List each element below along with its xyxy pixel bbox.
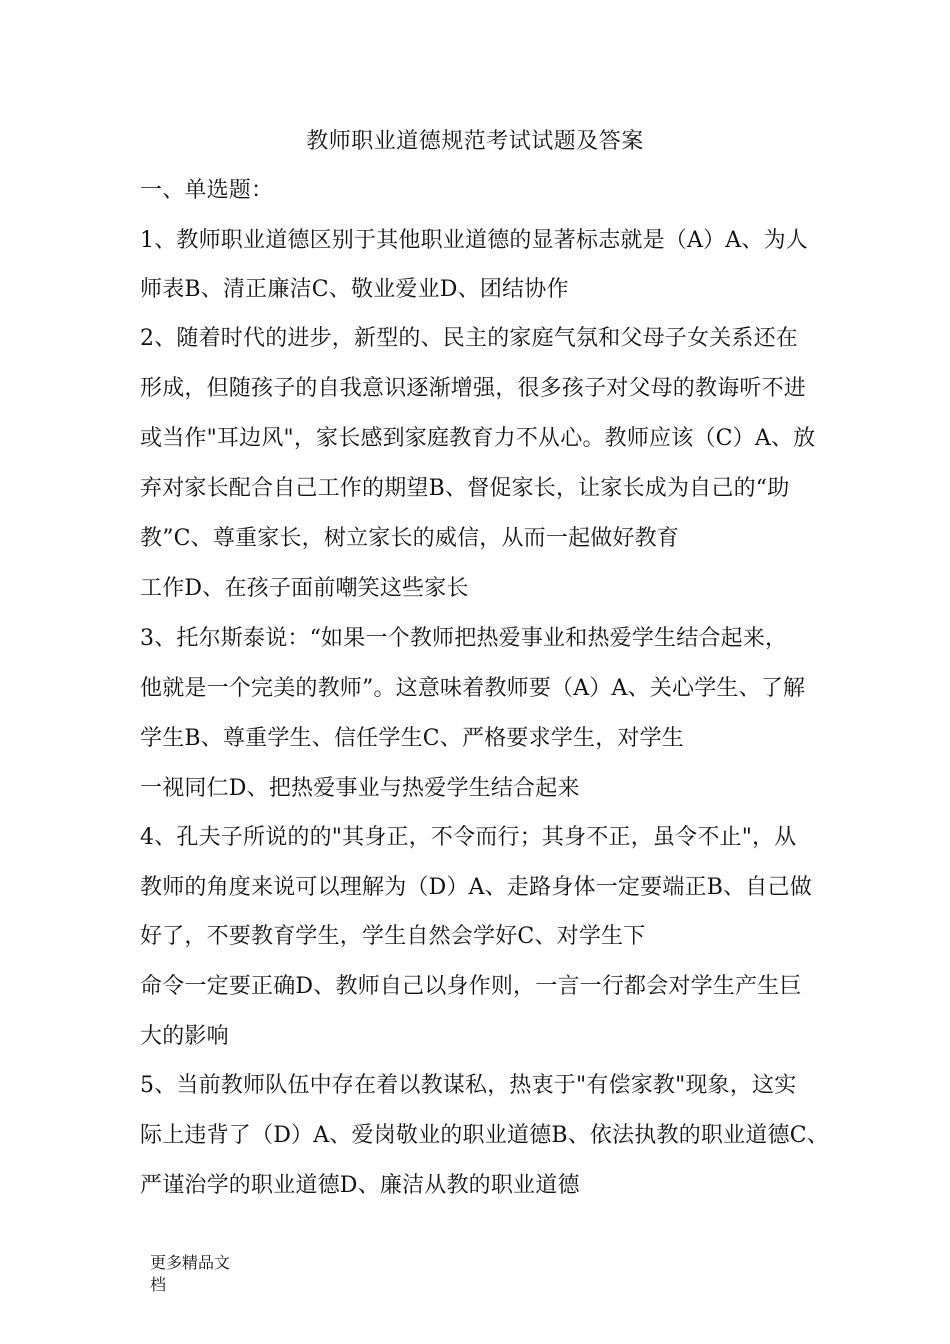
text-line: 他就是一个完美的教师”。这意味着教师要（A）A、关心学生、了解: [140, 676, 806, 701]
text-line: 际上违背了（D）A、爱岗敬业的职业道德B、依法执教的职业道德C、: [140, 1123, 829, 1148]
text-line: 教”C、尊重家长，树立家长的威信，从而一起做好教育: [140, 526, 680, 551]
footer-line: 档: [150, 1275, 167, 1294]
text-line: 学生B、尊重学生、信任学生C、严格要求学生，对学生: [140, 726, 685, 751]
text-line: 教师的角度来说可以理解为（D）A、走路身体一定要端正B、自己做: [140, 875, 812, 900]
text-line: 2、随着时代的进步，新型的、民主的家庭气氛和父母子女关系还在: [140, 326, 798, 351]
text-line: 形成，但随孩子的自我意识逐渐增强，很多孩子对父母的教诲听不进: [140, 376, 807, 401]
footer-note: [150, 1252, 260, 1296]
text-line: 命令一定要正确D、教师自己以身作则，一言一行都会对学生产生巨: [140, 974, 802, 999]
text-line: 1、教师职业道德区别于其他职业道德的显著标志就是（A）A、为人: [140, 228, 808, 253]
text-line: 大的影响: [140, 1024, 229, 1049]
section-heading: 一、单选题：: [140, 178, 274, 203]
footer-line: 更多精品文: [150, 1253, 231, 1272]
text-line: 3、托尔斯泰说：“如果一个教师把热爱事业和热爱学生结合起来，: [140, 626, 788, 651]
document-title: 教师职业道德规范考试试题及答案: [306, 129, 644, 154]
text-line: 严谨治学的职业道德D、廉洁从教的职业道德: [140, 1173, 580, 1198]
text-line: 一视同仁D、把热爱事业与热爱学生结合起来: [140, 776, 580, 801]
text-line: 或当作"耳边风"，家长感到家庭教育力不从心。教师应该（C）A、放: [140, 426, 816, 451]
text-line: 4、孔夫子所说的的"其身正，不令而行；其身不正，虽令不止"，从: [140, 825, 797, 850]
text-line: 好了，不要教育学生，学生自然会学好C、对学生下: [140, 924, 646, 949]
text-line: 弃对家长配合自己工作的期望B、督促家长，让家长成为自己的“助: [140, 476, 790, 501]
text-line: 5、当前教师队伍中存在着以教谋私，热衷于"有偿家教"现象，这实: [140, 1073, 797, 1098]
text-line: 工作D、在孩子面前嘲笑这些家长: [140, 576, 469, 601]
text-line: 师表B、清正廉洁C、敬业爱业D、团结协作: [140, 277, 569, 302]
